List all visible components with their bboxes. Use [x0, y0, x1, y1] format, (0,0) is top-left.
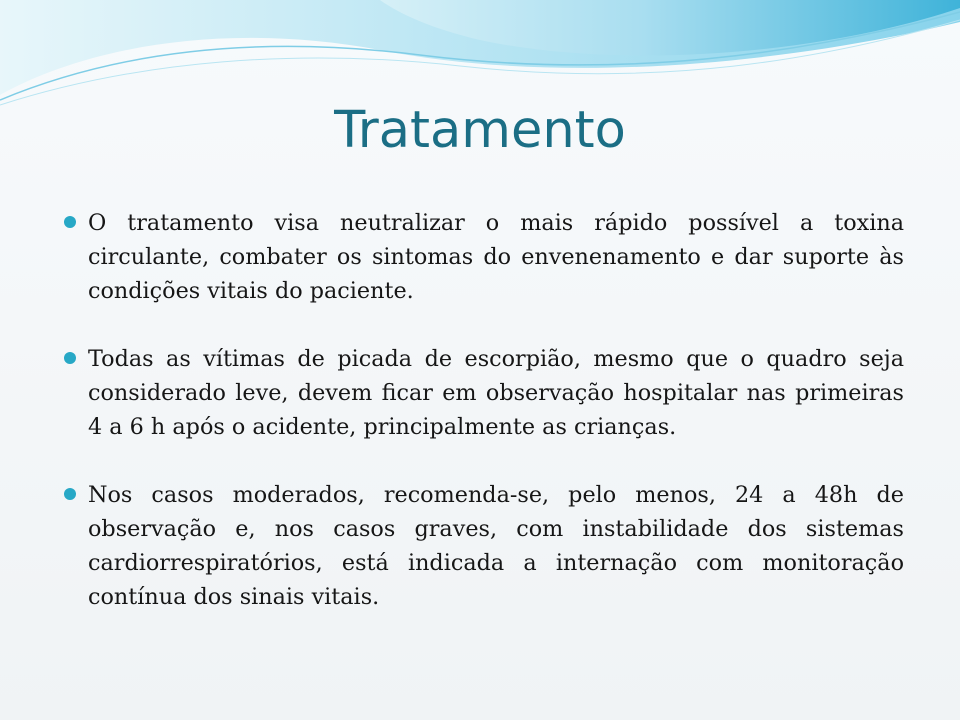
list-item — [64, 478, 904, 614]
bullet-dot-icon — [64, 488, 76, 500]
header-wave-decoration — [0, 0, 960, 110]
bullet-text: Todas as vítimas de picada de escorpião, mesmo que o quadro seja considerado leve, devem ficar em observação hospitalar nas primeiras 4 a 6 h após o acidente, principalmente as crianças. — [88, 346, 904, 440]
bullet-text: O tratamento visa neutralizar o mais rápido possível a toxina circulante, combater os sintomas do envenenamento e dar suporte às condições vitais do paciente. — [88, 210, 904, 304]
bullet-dot-icon — [64, 352, 76, 364]
page-title: Tratamento — [334, 101, 626, 160]
list-item — [64, 342, 904, 444]
bullet-dot-icon — [64, 216, 76, 228]
list-item — [64, 206, 904, 308]
bullet-list — [64, 206, 904, 648]
bullet-text: Nos casos moderados, recomenda-se, pelo menos, 24 a 48h de observação e, nos casos graves, com instabilidade dos sistemas cardiorrespiratórios, está indicada a internação com monitoração contínua dos sinais vitais. — [88, 482, 904, 610]
